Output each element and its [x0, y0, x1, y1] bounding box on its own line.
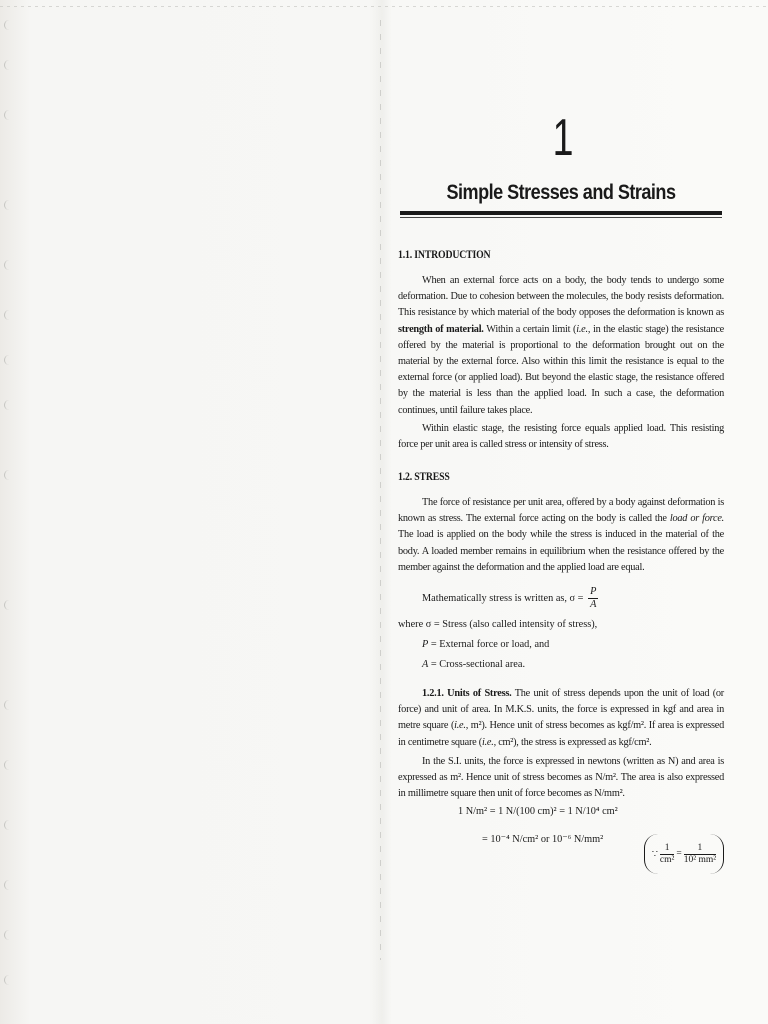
section-stress — [398, 470, 724, 673]
stress-paragraph-1: The force of resistance per unit area, offered by a body against deformation is known as stress. The external force acting on the body is called the load or force. The load is applied on the body while the stress is induced in the material of the body. A loaded member remains in equilibrium when the resistance offered by the member against the deformation and the applied load are equal. — [398, 497, 724, 573]
section-heading-introduction: 1.1. INTRODUCTION — [398, 249, 491, 261]
intro-paragraph-1: When an external force acts on a body, the body tends to undergo some deformation. Due to cohesion between the molecules, the body resists deformation. This resistance by which material of the body opposes the deformation is known as strength of material. Within a certain limit (i.e., in the elastic stage) the resistance offered by the material is proportional to the deformation brought out on the material by the external force. Also within this limit the resistance is equal to the external force (or applied load). But beyond the elastic stage, the resistance offered by the material is less than the applied load. In such a case, the deformation continues, until failure takes place. — [398, 275, 724, 416]
section-heading-stress: 1.2. STRESS — [398, 471, 450, 483]
left-scan-edge — [2, 0, 16, 1024]
section-units — [398, 686, 724, 848]
title-rule-thick — [400, 211, 722, 215]
because-symbol: ∵ — [651, 849, 658, 860]
side-note-conversion — [644, 834, 724, 874]
chapter-number: 1 — [552, 109, 574, 167]
title-rule-thin — [400, 217, 722, 218]
stress-fraction: $\frac{P}{A}$ — [590, 586, 597, 611]
where-line-2: P = External force or load, and — [422, 639, 550, 651]
book-gutter — [380, 20, 381, 960]
section-introduction — [398, 248, 724, 453]
where-line-1: where σ = Stress (also called intensity of stress), — [398, 619, 598, 631]
chapter-title: Simple Stresses and Strains — [446, 181, 676, 204]
side-fraction-2: $\frac{1}{\text{10² mm²}}$ — [683, 842, 717, 865]
where-line-3: A = Cross-sectional area. — [422, 659, 526, 671]
stress-formula: Mathematically stress is written as, σ = $\frac{P}{A}$ — [422, 586, 597, 611]
side-equals: = — [676, 849, 682, 859]
units-paragraph-1: 1.2.1. Units of Stress. The unit of stress depends upon the unit of load (or force) and unit of area. In M.K.S. units, the force is expressed in kgf and area in metre square (i.e., m²). Hence unit of stress becomes as kgf/m². If area is expressed in centimetre square (i.e., cm²), the stress is expressed as kgf/cm². — [398, 688, 724, 748]
units-equation-2: = 10⁻⁴ N/cm² or 10⁻⁶ N/mm² — [482, 834, 604, 846]
side-fraction-1: $\frac{1}{\text{cm²}}$ — [659, 842, 675, 865]
units-paragraph-2: In the S.I. units, the force is expressed in newtons (written as N) and area is expressed as m². Hence unit of stress becomes as N/m². The area is also expressed in millimetre square then unit of force becomes as N/mm². — [398, 755, 724, 800]
top-scan-edge — [0, 6, 768, 7]
units-equation-1: 1 N/m² = 1 N/(100 cm)² = 1 N/10⁴ cm² — [458, 806, 618, 818]
intro-paragraph-2: Within elastic stage, the resisting force equals applied load. This resisting force per unit area is called stress or intensity of stress. — [398, 422, 724, 451]
